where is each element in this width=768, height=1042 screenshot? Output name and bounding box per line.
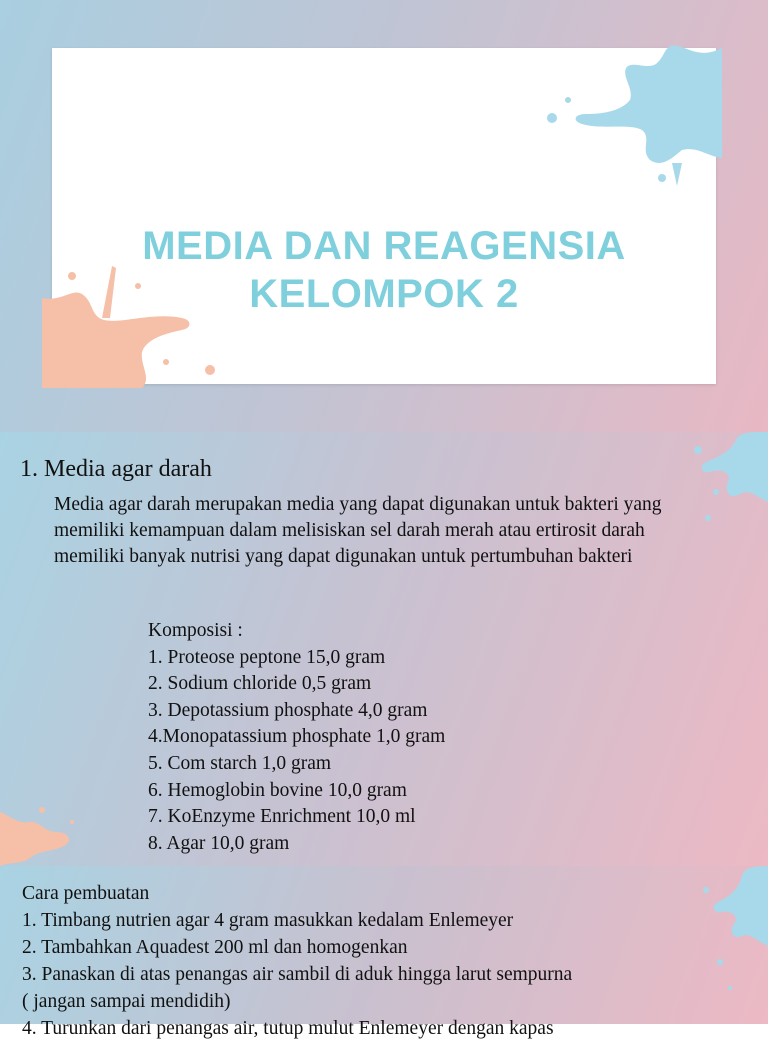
list-item: 2. Tambahkan Aquadest 200 ml dan homogenkan [22,937,408,958]
list-item: 8. Agar 10,0 gram [148,832,290,854]
section-description: Media agar darah merupakan media yang dapat digunakan untuk bakteri yang memiliki kemampuan dalam melisiskan sel darah merah atau ertirosit darah memiliki banyak nutrisi yang dapat digunakan untuk pertumbuhan bakteri [54,494,662,567]
list-item: 4. Turunkan dari penangas air, tutup mulut Enlemeyer dengan kapas [22,1018,554,1039]
list-item: 7. KoEnzyme Enrichment 10,0 ml [148,806,416,828]
list-item: 3. Panaskan di atas penangas air sambil di aduk hingga larut sempurna [22,964,573,985]
title-slide [0,0,768,432]
blue-paint-splash-corner [690,866,768,996]
list-item: 1. Timbang nutrien agar 4 gram masukkan kedalam Enlemeyer [22,910,514,931]
peach-paint-splash-corner [0,802,80,866]
list-item: ( jangan sampai mendidih) [22,991,231,1012]
list-item: 4.Monopatassium phosphate 1,0 gram [148,726,446,748]
presentation-title [52,222,716,318]
blue-paint-splash [522,38,722,188]
title-card [52,48,716,384]
content-slide-procedure [0,866,768,1039]
title-line-1: MEDIA DAN REAGENSIA [142,224,626,268]
title-line-2: KELOMPOK 2 [249,272,519,316]
content-slide-media [0,432,768,866]
composition-list [148,618,445,857]
list-item: 2. Sodium chloride 0,5 gram [148,673,372,695]
procedure-list [22,880,572,1042]
list-item: 1. Proteose peptone 15,0 gram [148,646,386,668]
section-heading: 1. Media agar darah [20,456,212,482]
list-item: 3. Depotassium phosphate 4,0 gram [148,699,428,721]
composition-label: Komposisi : [148,620,243,641]
list-item: 6. Hemoglobin bovine 10,0 gram [148,779,407,801]
list-item: 5. Com starch 1,0 gram [148,752,332,774]
procedure-label: Cara pembuatan [22,883,150,904]
